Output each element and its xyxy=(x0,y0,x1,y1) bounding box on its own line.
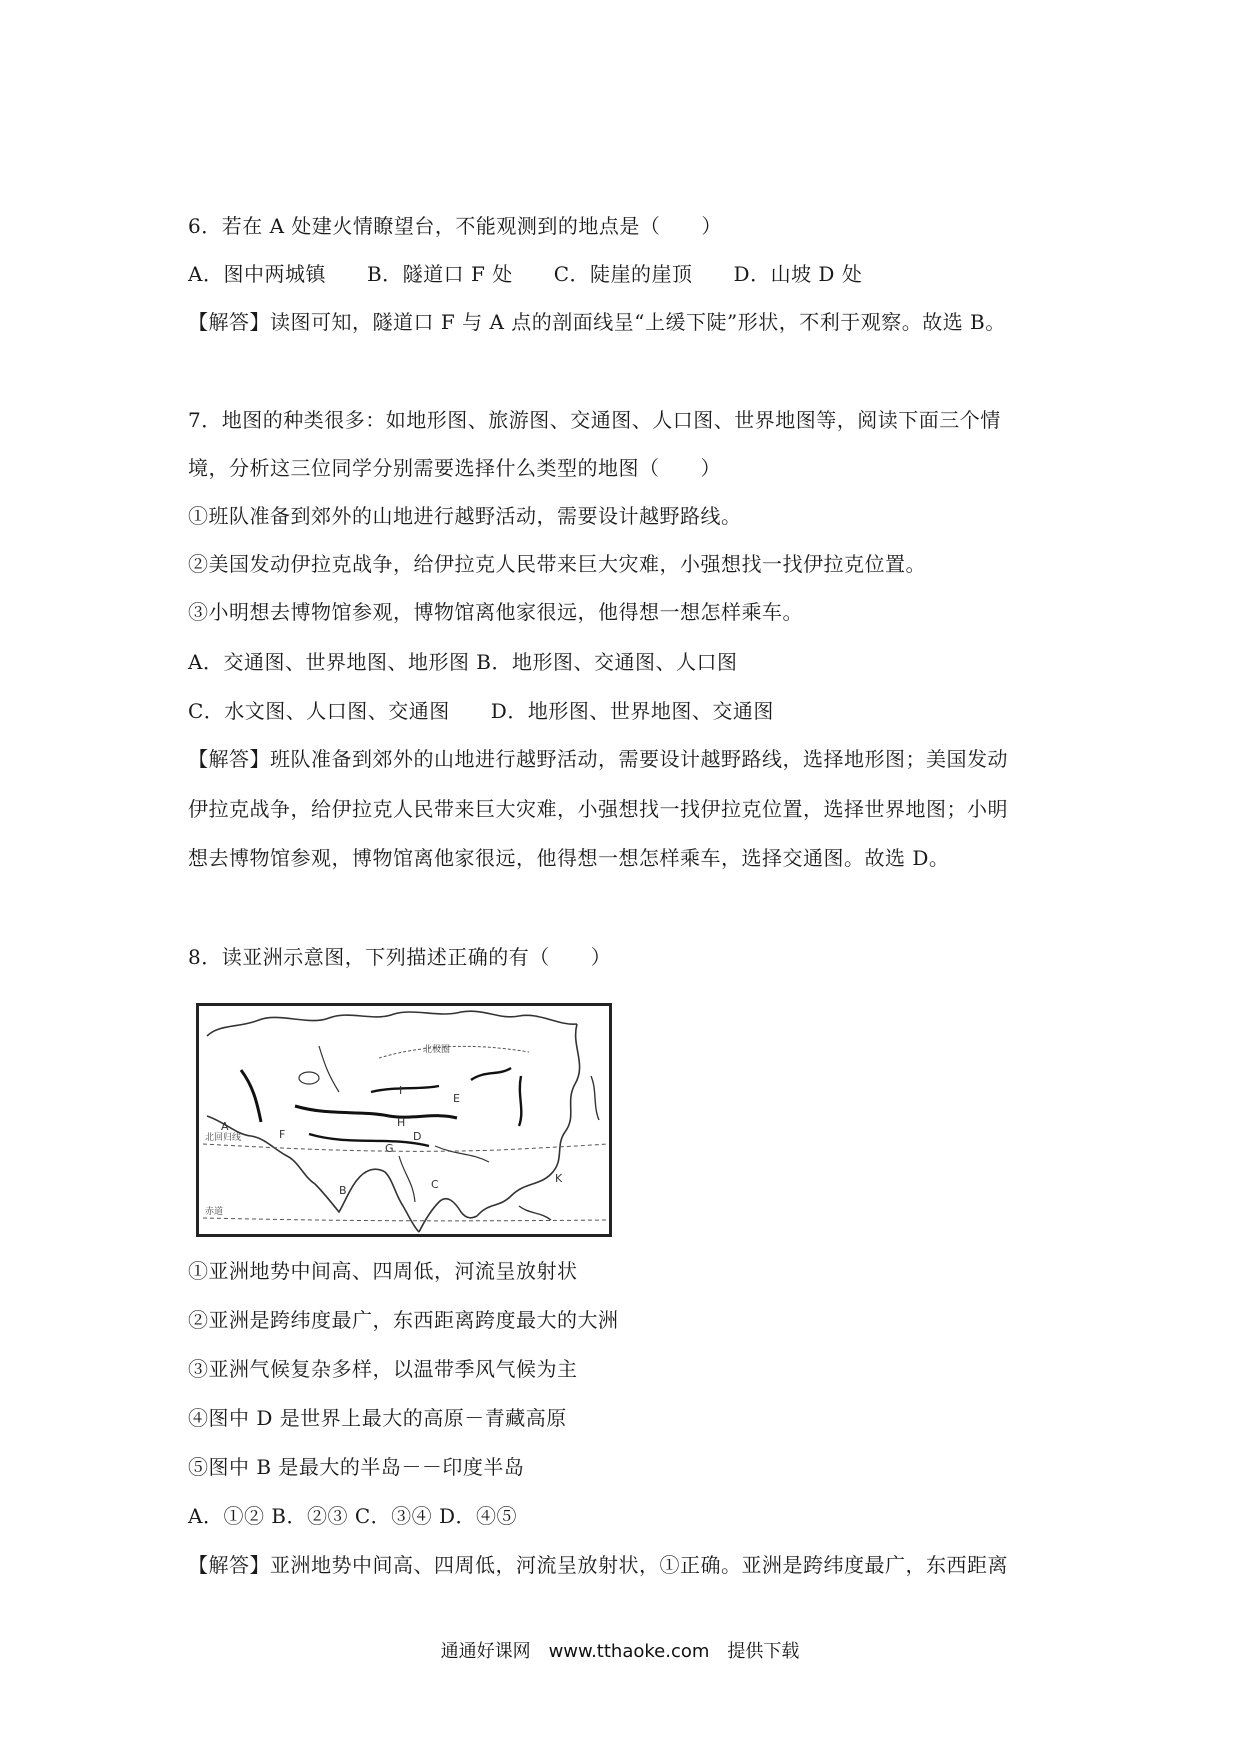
q7-question-line2: 境，分析这三位同学分别需要选择什么类型的地图（ ） xyxy=(188,456,721,480)
equator-label: 赤道 xyxy=(205,1207,224,1217)
map-label-g: G xyxy=(385,1142,394,1155)
philippine-islands xyxy=(519,1206,551,1220)
map-label-h: H xyxy=(397,1116,406,1129)
q8-question: 8．读亚洲示意图，下列描述正确的有（ ） xyxy=(188,945,612,969)
q8-statement2: ②亚洲是跨纬度最广，东西距离跨度最大的大洲 xyxy=(188,1308,619,1332)
arctic-circle-line xyxy=(379,1046,529,1058)
map-label-i: I xyxy=(399,1084,403,1097)
tropic-of-cancer-line xyxy=(203,1144,607,1151)
river-3 xyxy=(319,1046,339,1092)
q7-options-line1: A．交通图、世界地图、地形图 B．地形图、交通图、人口图 xyxy=(188,650,738,674)
q6-options: A．图中两城镇 B．隧道口 F 处 C．陡崖的崖顶 D．山坡 D 处 xyxy=(188,262,863,286)
q7-answer-line3: 想去博物馆参观，博物馆离他家很远，他得想一想怎样乘车，选择交通图。故选 D。 xyxy=(188,846,950,870)
mountain-range-e xyxy=(471,1068,511,1080)
equator-line xyxy=(203,1218,607,1221)
arctic-circle-label: 北极圈 xyxy=(423,1045,451,1055)
q8-statement1: ①亚洲地势中间高、四周低，河流呈放射状 xyxy=(188,1259,578,1283)
mountain-range-i xyxy=(371,1086,439,1092)
map-label-e: E xyxy=(453,1092,460,1105)
q8-statement3: ③亚洲气候复杂多样，以温带季风气候为主 xyxy=(188,1357,578,1381)
q7-scenario1: ①班队准备到郊外的山地进行越野活动，需要设计越野路线。 xyxy=(188,504,742,528)
north-coastline xyxy=(207,1011,577,1036)
east-coastline xyxy=(477,1024,580,1216)
southeast-peninsula xyxy=(419,1199,477,1232)
q6-answer: 【解答】读图可知，隧道口 F 与 A 点的剖面线呈“上缓下陡”形状，不利于观察。故选 B。 xyxy=(188,310,1006,334)
q7-scenario3: ③小明想去博物馆参观，博物馆离他家很远，他得想一想怎样乘车。 xyxy=(188,600,803,624)
river-2 xyxy=(399,1156,415,1202)
mountain-range-h xyxy=(295,1106,457,1118)
q8-statement4: ④图中 D 是世界上最大的高原－青藏高原 xyxy=(188,1406,567,1430)
map-label-f: F xyxy=(279,1128,286,1141)
himalaya-range xyxy=(309,1134,429,1146)
map-label-b: B xyxy=(339,1184,347,1197)
asia-map xyxy=(199,1006,609,1234)
q8-options: A．①② B．②③ C．③④ D．④⑤ xyxy=(188,1504,518,1528)
inland-sea xyxy=(299,1072,319,1084)
river-1 xyxy=(435,1146,489,1162)
q8-answer: 【解答】亚洲地势中间高、四周低，河流呈放射状，①正确。亚洲是跨纬度最广，东西距离 xyxy=(188,1553,1008,1577)
eastern-range xyxy=(519,1076,521,1126)
map-label-c: C xyxy=(431,1178,439,1191)
q6-question: 6．若在 A 处建火情瞭望台，不能观测到的地点是（ ） xyxy=(188,214,722,238)
q7-question-line1: 7．地图的种类很多：如地形图、旅游图、交通图、人口图、世界地图等，阅读下面三个情 xyxy=(188,408,1001,432)
q8-statement5: ⑤图中 B 是最大的半岛－－印度半岛 xyxy=(188,1455,525,1479)
ural-mountains xyxy=(241,1070,261,1122)
tropic-of-cancer-label: 北回归线 xyxy=(205,1133,242,1143)
japan-islands xyxy=(591,1076,599,1120)
map-label-d: D xyxy=(413,1130,422,1143)
q7-answer-line1: 【解答】班队准备到郊外的山地进行越野活动，需要设计越野路线，选择地形图；美国发动 xyxy=(188,747,1008,771)
q7-options-line2: C．水文图、人口图、交通图 D．地形图、世界地图、交通图 xyxy=(188,699,774,723)
q7-scenario2: ②美国发动伊拉克战争，给伊拉克人民带来巨大灾难，小强想找一找伊拉克位置。 xyxy=(188,552,926,576)
page-footer: 通通好课网 www.tthaoke.com 提供下载 xyxy=(440,1641,800,1662)
map-label-a: A xyxy=(221,1120,229,1133)
map-label-k: K xyxy=(555,1172,563,1185)
asia-map-figure xyxy=(196,1003,612,1237)
q7-answer-line2: 伊拉克战争，给伊拉克人民带来巨大灾难，小强想找一找伊拉克位置，选择世界地图；小明 xyxy=(188,797,1008,821)
